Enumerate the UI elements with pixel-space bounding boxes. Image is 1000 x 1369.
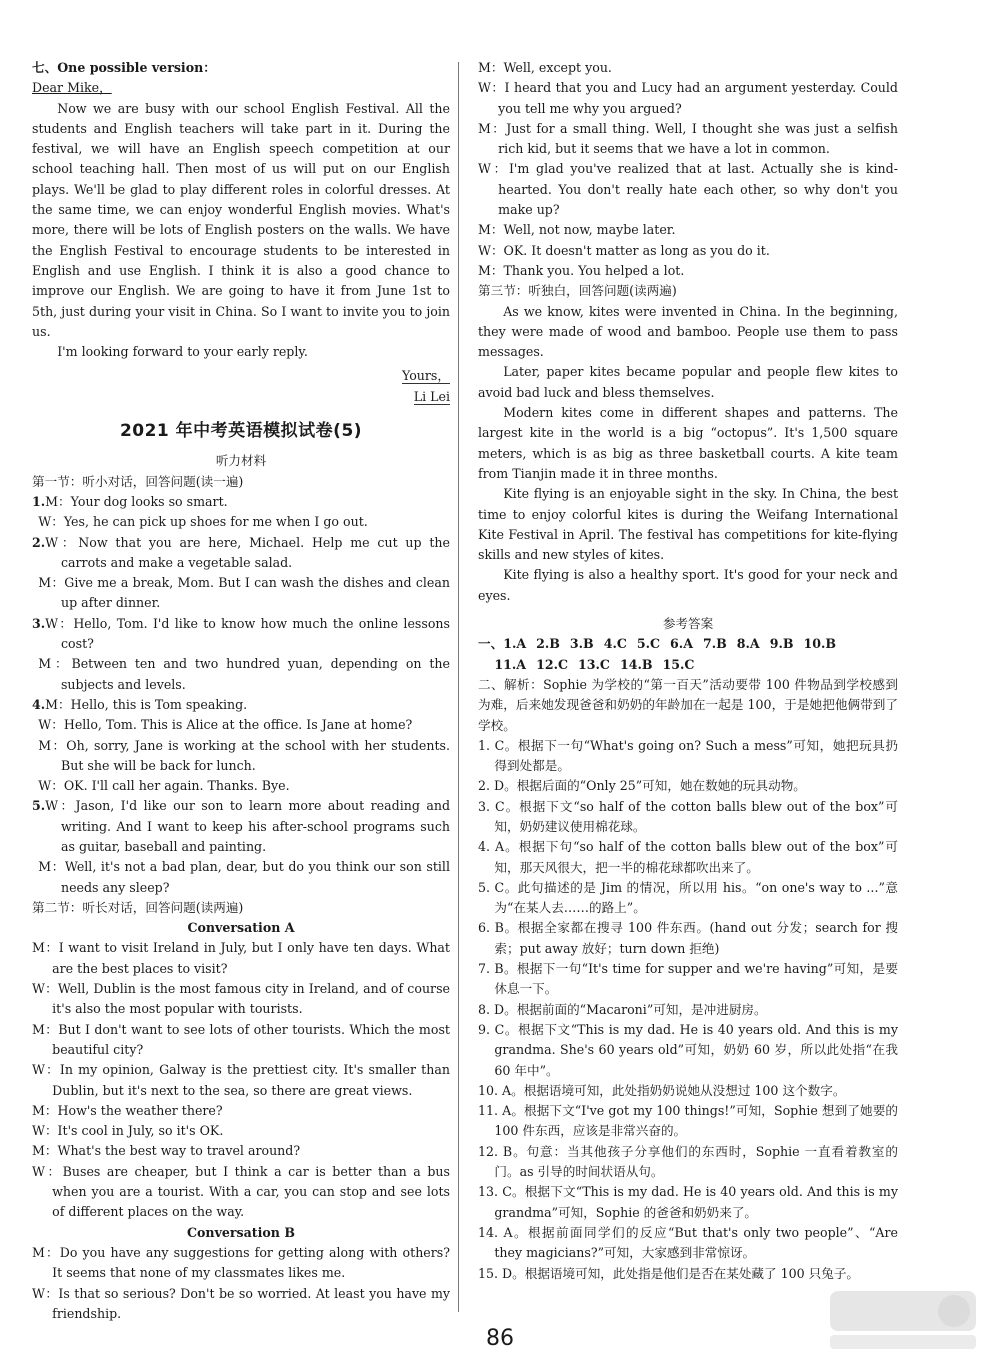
watermark-logo: [828, 1287, 978, 1353]
speaker-label: W：: [32, 1285, 59, 1301]
speaker-label: M：: [38, 656, 72, 672]
dialogue-text: But I don't want to see lots of other tourists. Which the most beautiful city?: [52, 1021, 450, 1057]
dialogue-text: Well, except you.: [503, 60, 612, 75]
mc-answer: 14.B: [619, 656, 653, 672]
mc-answer: 3.B: [569, 636, 594, 652]
mc-answers-row: [478, 634, 898, 654]
section1-title: 第一节：听小对话，回答问题(读一遍): [32, 473, 244, 489]
dialogue-text: Well, Dublin is the most famous city in Ireland, and of course it's also the most popular with tourists.: [52, 981, 450, 1017]
speaker-label: W：: [32, 1123, 58, 1139]
speaker-label: M：: [32, 940, 59, 956]
dialogue-line: [32, 533, 450, 574]
speaker-label: M：: [38, 737, 67, 753]
dialogue-line: [478, 261, 898, 281]
analysis-item: 1. C。根据下一句“What's going on? Such a mess”可知，她把玩具扔得到处都是。: [478, 737, 898, 774]
dialogue-text: Hello, Tom. I'd like to know how much the online lessons cost?: [60, 615, 450, 652]
column-divider: [458, 62, 459, 1312]
dialogue-text: OK. It doesn't matter as long as you do it.: [503, 242, 770, 258]
analysis-item: 2. D。根据后面的“Only 25”可知，她在数她的玩具动物。: [478, 778, 806, 794]
speaker-label: M：: [38, 575, 65, 591]
dialogue-text: OK. I'll call her again. Thanks. Bye.: [63, 778, 290, 794]
speaker-label: W：: [32, 1163, 63, 1179]
speaker-label: W：: [32, 981, 58, 997]
dialogue-text: How's the weather there?: [57, 1102, 223, 1118]
dialogue-text: In my opinion, Galway is the prettiest city. It's smaller than Dublin, but it's next to the sea, so there are great views.: [52, 1062, 450, 1098]
speaker-label: M：: [45, 493, 71, 509]
dialogue-text: Hello, Tom. This is Alice at the office. Is Jane at home?: [63, 717, 413, 733]
dialogue-text: I heard that you and Lucy had an argument yesterday. Could you tell me why you argued?: [498, 80, 898, 116]
dialogue-line: [478, 159, 898, 220]
dialogue-line: [32, 715, 450, 735]
dialogue-line: [32, 796, 450, 857]
dialogue-line: [32, 979, 450, 1020]
monologue-paragraph: As we know, kites were invented in China. In the beginning, they were made of wood and bamboo. People use them to pass messages.: [478, 303, 898, 360]
exam-title: 2021 年中考英语模拟试卷(5): [119, 421, 363, 442]
salutation-text: Dear Mike，: [32, 80, 112, 96]
speaker-label: W：: [32, 1062, 60, 1078]
dialogue-line: [32, 857, 450, 898]
dialogue-text: It's cool in July, so it's OK.: [57, 1123, 224, 1139]
section1-items: [32, 492, 450, 898]
right-column: [478, 58, 898, 1284]
dialogue-line: [32, 512, 450, 532]
signature-text: Li Lei: [413, 388, 450, 404]
dialogue-line: [32, 492, 450, 512]
item-number: 5.: [32, 798, 46, 814]
speaker-label: W：: [45, 615, 74, 631]
mc-answers-row: [478, 655, 898, 675]
conversation-b-continued: [478, 58, 898, 281]
mc-answer: 5.C: [636, 636, 661, 652]
dialogue-line: [32, 1243, 450, 1284]
mc-answer: 4.C: [603, 636, 627, 652]
analysis-item: 15. D。根据语境可知，此处指是他们是否在某处藏了 100 只兔子。: [478, 1265, 860, 1281]
analysis-item: 4. A。根据下句“so half of the cotton balls blew out of the box”可知，那天风很大，把一半的棉花球都吹出来了。: [478, 839, 898, 875]
monologue: [478, 302, 898, 606]
mc-answer: 一、1.A: [478, 636, 527, 652]
analysis-item: 5. C。此句描述的是 Jim 的情况，所以用 his。“on one's way to ...”意为“在某人去……的路上”。: [478, 879, 898, 916]
analysis-item: 8. D。根据前面的“Macaroni”可知，是冲进厨房。: [478, 1001, 767, 1017]
speaker-label: M：: [32, 1143, 58, 1159]
speaker-label: M：: [32, 1021, 59, 1037]
dialogue-line: [32, 1121, 450, 1141]
dialogue-text: Just for a small thing. Well, I thought she was just a selfish rich kid, but it seems that we have a lot in common.: [498, 120, 898, 157]
conversation-b: [32, 1243, 450, 1324]
item-number: 1.: [32, 493, 46, 509]
analysis-item: 13. C。根据下文“This is my dad. He is 40 years old. And this is my grandma”可知，Sophie 的爸爸和奶奶来了。: [478, 1184, 898, 1220]
conversation-b-title: Conversation B: [187, 1224, 295, 1240]
dialogue-text: Thank you. You helped a lot.: [503, 262, 685, 278]
dialogue-line: [32, 1162, 450, 1223]
dialogue-line: [32, 1101, 450, 1121]
dialogue-line: [478, 78, 898, 119]
essay-paragraph: Now we are busy with our school English Festival. All the students and English teachers will take part in it. During the festival, we will have an English speech competition at our school teaching hall. Then most of us will put on our English plays. We'll be glad to play different roles in colorful dresses. At the same time, we can enjoy wonderful English movies. What's more, there will be lots of English posters on the walls. We have the English Festival to encourage students to be interested in English and use English. I think it is also a good chance to improve our English. We are going to have it from June 1st to 5th, just during your visit in China. So I want to invite you to join us.: [32, 100, 450, 339]
dialogue-line: [32, 736, 450, 777]
mc-answer: 6.A: [670, 636, 693, 652]
dialogue-line: [478, 220, 898, 240]
mc-answer: 11.A: [494, 656, 527, 672]
dialogue-text: Give me a break, Mom. But I can wash the dishes and clean up after dinner.: [60, 575, 450, 611]
dialogue-line: [32, 1020, 450, 1061]
signature: [32, 387, 450, 407]
speaker-label: W：: [478, 242, 504, 258]
mc-answer: 12.C: [536, 656, 568, 672]
monologue-paragraph: Kite flying is an enjoyable sight in the sky. In China, the best time to enjoy colorful kites is during the Weifang International Kite Festival in April. The festival has competitions for kite-flying skills and new styles of kites.: [478, 486, 898, 563]
dialogue-line: [32, 614, 450, 655]
dialogue-text: Between ten and two hundred yuan, depending on the subjects and levels.: [60, 656, 450, 692]
mc-answer: 7.B: [702, 636, 727, 652]
dialogue-line: [32, 1141, 450, 1161]
analysis-item: 6. B。根据全家都在搜寻 100 件东西。(hand out 分发；search for 搜索；put away 放好；turn down 拒绝): [478, 920, 898, 956]
dialogue-text: Now that you are here, Michael. Help me cut up the carrots and make a vegetable salad.: [60, 534, 450, 570]
speaker-label: M：: [478, 222, 504, 238]
speaker-label: M：: [478, 262, 504, 278]
conversation-a-title: Conversation A: [187, 920, 295, 936]
mc-answer: 8.A: [736, 636, 760, 652]
dialogue-line: [478, 58, 898, 78]
speaker-label: M：: [32, 1244, 60, 1260]
dialogue-text: Well, it's not a bad plan, dear, but do you think our son still needs any sleep?: [60, 859, 450, 895]
speaker-label: W：: [38, 514, 64, 530]
dialogue-line: [32, 654, 450, 695]
analysis-item: 9. C。根据下文“This is my dad. He is 40 years old. And this is my grandma. She's 60 years old”可知，奶奶 60 岁，所以此处指“在我 60 年中”。: [478, 1021, 898, 1078]
dialogue-text: Yes, he can pick up shoes for me when I go out.: [63, 514, 368, 530]
listening-title: 听力材料: [215, 453, 267, 469]
speaker-label: W：: [38, 778, 64, 794]
mc-answer: 15.C: [662, 656, 695, 672]
speaker-label: M：: [32, 1102, 58, 1118]
analysis-item: 3. C。根据下文“so half of the cotton balls blew out of the box”可知，奶奶建议使用棉花球。: [478, 798, 898, 834]
dialogue-line: [478, 119, 898, 160]
left-column: [32, 58, 450, 1324]
section2-title: 第二节：听长对话，回答问题(读两遍): [32, 899, 244, 915]
essay-paragraph: I'm looking forward to your early reply.: [57, 344, 308, 360]
salutation: [32, 78, 450, 98]
dialogue-text: What's the best way to travel around?: [57, 1143, 301, 1159]
dialogue-text: I want to visit Ireland in July, but I only have ten days. What are the best places to visit?: [52, 940, 450, 976]
closing-text: Yours，: [402, 368, 450, 384]
dialogue-text: I'm glad you've realized that at last. Actually she is kind-hearted. You don't really hate each other, so why don't you make up?: [498, 161, 898, 218]
dialogue-line: [32, 1060, 450, 1101]
monologue-paragraph: Kite flying is also a healthy sport. It's good for your neck and eyes.: [478, 567, 898, 603]
dialogue-text: Hello, this is Tom speaking.: [70, 696, 248, 712]
item-number: 4.: [32, 696, 46, 712]
dialogue-line: [32, 776, 450, 796]
mc-answer: 10.B: [803, 636, 837, 652]
dialogue-text: Is that so serious? Don't be so worried. At least you have my friendship.: [52, 1285, 451, 1321]
dialogue-text: Do you have any suggestions for getting along with others? It seems that none of my classmates likes me.: [52, 1244, 450, 1281]
speaker-label: W：: [478, 161, 509, 177]
dialogue-line: [32, 1284, 450, 1325]
dialogue-text: Buses are cheaper, but I think a car is better than a bus when you are a tourist. With a car, you can stop and see lots of different places on the way.: [52, 1163, 450, 1220]
conversation-a: [32, 938, 450, 1222]
dialogue-line: [32, 695, 450, 715]
dialogue-text: Well, not now, maybe later.: [503, 222, 676, 238]
watermark-icon: [828, 1287, 978, 1353]
analysis-item: 12. B。句意：当其他孩子分享他们的东西时，Sophie 一直看着教室的门。as 引导的时间状语从句。: [478, 1143, 898, 1180]
dialogue-line: [478, 241, 898, 261]
speaker-label: W：: [45, 798, 76, 814]
analysis-list: [478, 736, 898, 1284]
monologue-paragraph: Later, paper kites became popular and people flew kites to avoid bad luck and bless themselves.: [478, 364, 898, 400]
speaker-label: W：: [45, 534, 79, 550]
answers-title: 参考答案: [662, 616, 714, 632]
item-number: 3.: [32, 615, 46, 631]
dialogue-line: [32, 573, 450, 614]
dialogue-line: [32, 938, 450, 979]
speaker-label: M：: [45, 696, 71, 712]
section3-title: 第三节：听独白，回答问题(读两遍): [478, 283, 677, 299]
dialogue-text: Your dog looks so smart.: [70, 493, 228, 509]
speaker-label: W：: [38, 717, 64, 733]
mc-answer: 13.C: [578, 656, 610, 672]
analysis-item: 10. A。根据语境可知，此处指奶奶说她从没想过 100 这个数字。: [478, 1082, 846, 1098]
page-number: 86: [486, 1326, 514, 1351]
monologue-paragraph: Modern kites come in different shapes and patterns. The largest kite in the world is a big “octopus”. It's 1,500 square meters, which is as big as three basketball courts. A kite team from Tianjin made it in three months.: [478, 405, 898, 481]
speaker-label: W：: [478, 80, 505, 96]
speaker-label: M：: [478, 120, 507, 136]
dialogue-text: Oh, sorry, Jane is working at the school with her students. But she will be back for lunch.: [60, 737, 450, 773]
speaker-label: M：: [478, 60, 504, 75]
dialogue-text: Jason, I'd like our son to learn more about reading and writing. And I want to keep his after-school programs such as guitar, baseball and painting.: [60, 798, 451, 854]
analysis-item: 11. A。根据下文“I've got my 100 things!”可知，Sophie 想到了她要的 100 件东西，应该是非常兴奋的。: [478, 1103, 898, 1139]
analysis-item: 7. B。根据下一句“It's time for supper and we're having”可知，是要休息一下。: [478, 961, 898, 997]
mc-answer: 2.B: [536, 636, 560, 652]
speaker-label: M：: [38, 859, 65, 875]
essay-heading: 七、One possible version：: [32, 60, 216, 75]
analysis-item: 14. A。根据前面同学们的反应“But that's only two people”、“Are they magicians?”可知，大家感到非常惊讶。: [478, 1224, 898, 1261]
section2-analysis: 二、解析：Sophie 为学校的“第一百天”活动要带 100 件物品到学校感到为难，后来她发现爸爸和奶奶的年龄加在一起是 100，于是她把他俩带到了学校。: [478, 676, 898, 733]
mc-answer: 9.B: [769, 636, 794, 652]
closing: [32, 366, 450, 386]
item-number: 2.: [32, 534, 46, 550]
